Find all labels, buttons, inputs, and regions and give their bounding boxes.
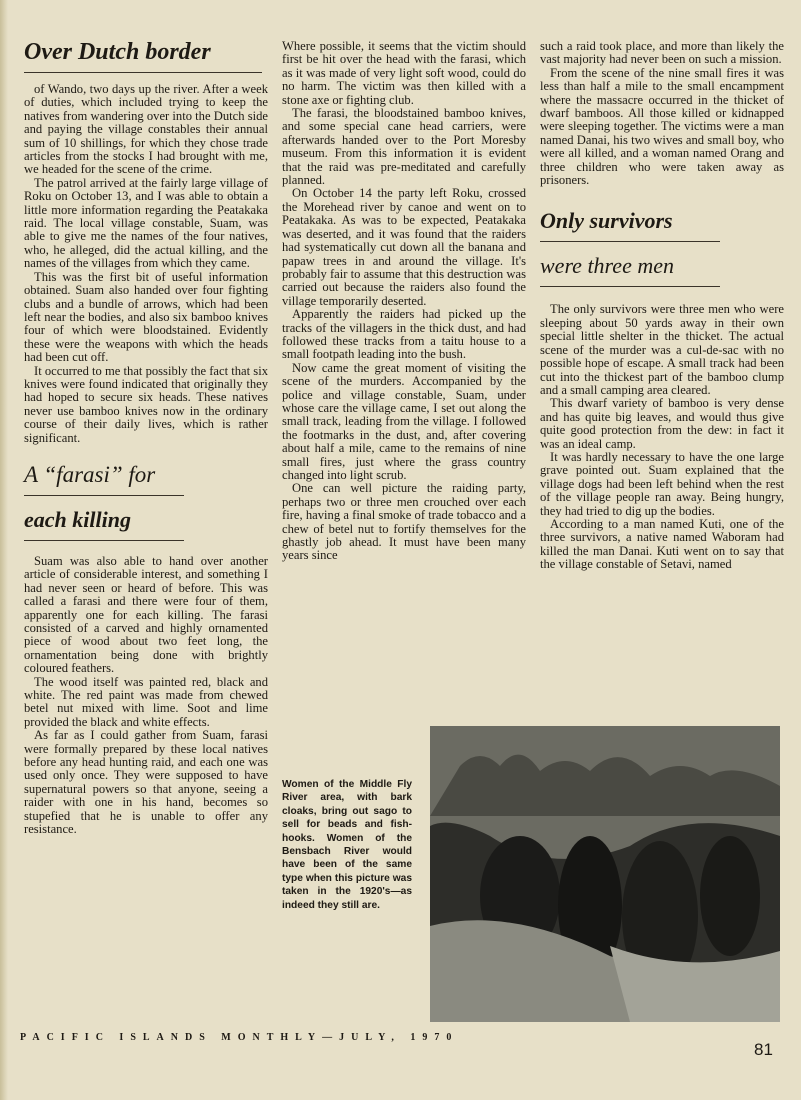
subhead-survivors-line1: Only survivors — [540, 208, 673, 234]
paragraph: It was hardly necessary to have the one large grave pointed out. Suam explained that the village dogs had been left behind when the rest of the village people ran away. Being hungry, they had tried to dig up the bodies. — [540, 449, 784, 518]
paragraph: of Wando, two days up the river. After a week of duties, which included trying to keep the natives from wandering over into the Dutch side and paying the village constables their annual sum of 10 shillings, for which they chose trade articles from the stocks I had brought with me, we headed for the scene of the crime. — [24, 82, 268, 177]
headline-over-dutch-border: Over Dutch border — [24, 39, 211, 65]
column-2 — [282, 40, 526, 563]
paragraph: The patrol arrived at the fairly large village of Roku on October 13, and I was able to obtain a little more information regarding the Peatakaka raid. The local village constable, Suam, was able to give me the names of the four natives, who, he alleged, did the actual killing, and the names of the villages from which they came. — [24, 175, 268, 271]
paragraph: This was the first bit of useful information obtained. Suam also handed over four fighting clubs and a bundle of arrows, which had been left near the bodies, and also six bamboo knives four of which were bloodstained. Evidently these were the weapons with which the heads had been cut off. — [24, 269, 268, 365]
subhead-rule — [540, 286, 720, 287]
paragraph: Now came the great moment of visiting the scene of the murders. Accompanied by the police and village constable, Suam, under whose care the village came, I set out along the small track, leading from the village. I followed the footmarks in the dust, and, after covering about half a mile, came to the remains of nine small fires, just where the grass country changed into light scrub. — [282, 360, 526, 482]
column-1 — [24, 36, 268, 837]
paragraph: The farasi, the bloodstained bamboo knives, and some special cane head carriers, were afterwards handed over to the Port Moresby museum. From this information it is evident that the raid was pre-meditated and carefully planned. — [282, 106, 526, 188]
paragraph: According to a man named Kuti, one of the three survivors, a native named Waboram had killed the man Danai. Kuti went on to say that the village constable of Setavi, named — [540, 516, 784, 572]
page-number: 81 — [754, 1040, 773, 1059]
paragraph: It occurred to me that possibly the fact that six knives were found indicated that originally they had hoped to secure six heads. These natives never use bamboo knives now in the ordinary course of their daily lives, which is rather significant. — [24, 363, 268, 445]
subhead-rule — [24, 495, 184, 496]
paragraph: From the scene of the nine small fires it was less than half a mile to the small encampment where the massacre occurred in the thicket of dwarf bamboos. All those killed or kidnapped were sleeping together. The victims were a man named Danai, his two wives and small boy, who were all killed, and a woman named Orang and three children who were taken away as prisoners. — [540, 65, 784, 188]
paragraph: such a raid took place, and more than likely the vast majority had never been on such a mission. — [540, 39, 784, 67]
paragraph: The only survivors were three men who were sleeping about 50 yards away in their own special little shelter in the thicket. The actual scene of the murder was a cul-de-sac with no possible hope of escape. A small track had been cut into the thickest part of the bamboo clump and a small camping area cleared. — [540, 302, 784, 397]
paragraph: Where possible, it seems that the victim should first be hit over the head with the farasi, which as it was made of very light soft wood, could do no harm. The victim was then killed with a stone axe or fighting club. — [282, 39, 526, 107]
paragraph: Apparently the raiders had picked up the tracks of the villagers in the thick dust, and had followed these tracks from a taitu house to a small footpath leading into the bush. — [282, 307, 526, 362]
paragraph: One can well picture the raiding party, perhaps two or three men crouched over each fire, having a final smoke of trade tobacco and a chew of betel nut to fortify themselves for the ghastly job ahead. It must have been many years since — [282, 481, 526, 563]
running-footer: PACIFIC ISLANDS MONTHLY—JULY, 1970 — [20, 1032, 459, 1043]
photo-illustration — [430, 726, 780, 1022]
subhead-rule — [540, 241, 720, 242]
subhead-rule — [24, 540, 184, 541]
subhead-survivors-line2: were three men — [540, 253, 674, 279]
column-3 — [540, 40, 784, 572]
photo-caption: Women of the Middle Fly River area, with bark cloaks, bring out sago to sell for beads and fish-hooks. Women of the Bensbach River would have been of the same type when this picture was taken in the 1920's—as indeed they still are. — [282, 779, 412, 911]
paragraph: On October 14 the party left Roku, crossed the Morehead river by canoe and went on to Peatakaka. As was to be expected, Peatakaka was deserted, and it was found that the raiders had systematically cut down all the banana and papaw trees in and around the village. It's probably fair to assume that this destruction was carried out because the raiders also found the village temporarily deserted. — [282, 186, 526, 308]
headline-rule — [24, 72, 262, 73]
photo-women-with-sago — [430, 726, 780, 1022]
paragraph: The wood itself was painted red, black and white. The red paint was made from chewed betel nut mixed with lime. Soot and lime provided the black and white effects. — [24, 674, 268, 729]
paragraph: Suam was also able to hand over another article of considerable interest, and something I had never seen or heard of before. This was called a farasi and there were four of them, apparently one for each killing. The farasi consisted of a carved and highly ornamented piece of wood about two feet long, the ornamentation being done with brightly coloured feathers. — [24, 553, 268, 676]
paragraph: As far as I could gather from Suam, farasi were formally prepared by these local natives before any head hunting raid, and each one was used only once. They were supposed to have supernatural powers so that anyone, seeing a raider with one in his hand, becomes so stupefied that he is unable to offer any resistance. — [24, 728, 268, 837]
paragraph: This dwarf variety of bamboo is very dense and has quite big leaves, and would thus give quite good protection from the dew: in fact it was an ideal camp. — [540, 396, 784, 451]
subhead-farasi-line1: A “farasi” for — [24, 461, 156, 487]
subhead-farasi-line2: each killing — [24, 506, 131, 532]
page-edge-shadow — [0, 0, 8, 1100]
